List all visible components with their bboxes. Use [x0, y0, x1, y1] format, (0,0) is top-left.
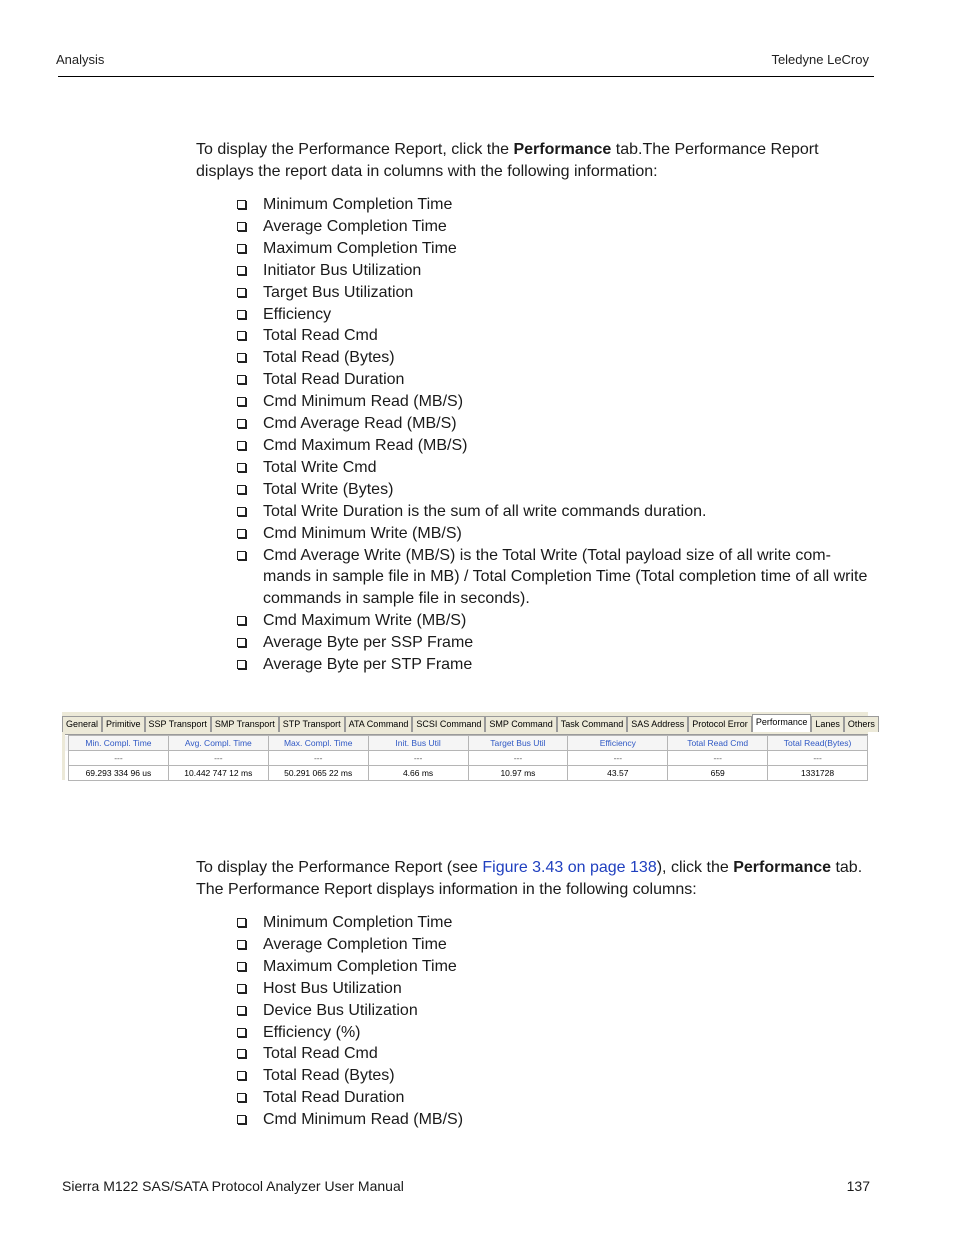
checkbox-bullet-icon: [237, 375, 246, 384]
checkbox-bullet-icon: [237, 485, 246, 494]
list-item-text: Efficiency (%): [263, 1023, 361, 1041]
checkbox-bullet-icon: [237, 507, 246, 516]
footer-page-number: 137: [846, 1178, 870, 1194]
list-item: [237, 1022, 877, 1044]
tab-task-command[interactable]: Task Command: [557, 716, 628, 732]
checkbox-bullet-icon: [237, 551, 246, 560]
list-item-text: Initiator Bus Utilization: [263, 261, 422, 279]
report-tab-strip: [62, 714, 879, 731]
list-item-text: Cmd Average Write (MB/S) is the Total Write (Total payload size of all write com-mands in sample file in MB) / Total Completion Time (Total completion time of all write commands in sample file in seconds).: [263, 546, 868, 608]
performance-grid: [65, 734, 868, 781]
list-item-text: Maximum Completion Time: [263, 957, 457, 975]
checkbox-bullet-icon: [237, 660, 246, 669]
tab-performance[interactable]: Performance: [752, 714, 812, 732]
list-item-text: Efficiency: [263, 305, 332, 323]
list-item-text: Cmd Minimum Read (MB/S): [263, 393, 464, 411]
checkbox-bullet-icon: [237, 288, 246, 297]
column-header[interactable]: Avg. Compl. Time: [168, 736, 268, 751]
list-item: [237, 912, 877, 934]
intro-paragraph: [196, 139, 876, 183]
checkbox-bullet-icon: [237, 984, 246, 993]
second-text-before: To display the Performance Report (see: [196, 859, 483, 876]
list-item: [237, 1043, 877, 1065]
checkbox-bullet-icon: [237, 638, 246, 647]
list-item: [237, 654, 877, 676]
performance-report-columns-list: [237, 912, 877, 1131]
checkbox-bullet-icon: [237, 310, 246, 319]
list-item-text: Target Bus Utilization: [263, 283, 414, 301]
list-item: [237, 325, 877, 347]
table-cell: 659: [668, 766, 768, 781]
intro-bold-performance: Performance: [513, 141, 612, 158]
list-item-text: Average Byte per SSP Frame: [263, 634, 474, 652]
list-item-text: Total Read (Bytes): [263, 349, 395, 367]
column-header[interactable]: Max. Compl. Time: [268, 736, 368, 751]
list-item-text: Maximum Completion Time: [263, 239, 457, 257]
list-item: [237, 501, 877, 523]
tab-ata-command[interactable]: ATA Command: [345, 716, 413, 732]
checkbox-bullet-icon: [237, 244, 246, 253]
list-item: [237, 304, 877, 326]
list-item: [237, 956, 877, 978]
running-header-company: Teledyne LeCroy: [771, 52, 869, 67]
column-header[interactable]: Total Read(Bytes): [768, 736, 868, 751]
checkbox-bullet-icon: [237, 397, 246, 406]
list-item: [237, 1065, 877, 1087]
list-item: [237, 194, 877, 216]
running-header-section: Analysis: [56, 52, 105, 67]
list-item: [237, 632, 877, 654]
tab-protocol-error[interactable]: Protocol Error: [688, 716, 752, 732]
table-cell: ---: [768, 751, 868, 766]
list-item-text: Total Write (Bytes): [263, 480, 394, 498]
checkbox-bullet-icon: [237, 616, 246, 625]
list-item-text: Total Write Cmd: [263, 458, 377, 476]
list-item-text: Cmd Maximum Read (MB/S): [263, 436, 468, 454]
list-item-text: Minimum Completion Time: [263, 196, 453, 213]
figure-reference-link[interactable]: Figure 3.43 on page 138: [482, 859, 657, 876]
tab-sas-address[interactable]: SAS Address: [627, 716, 688, 732]
table-cell: ---: [568, 751, 668, 766]
table-cell: 50.291 065 22 ms: [268, 766, 368, 781]
checkbox-bullet-icon: [237, 1115, 246, 1124]
list-item-text: Total Read (Bytes): [263, 1067, 395, 1085]
second-paragraph: [196, 857, 876, 901]
list-item: [237, 1109, 877, 1131]
list-item-text: Total Read Cmd: [263, 1045, 378, 1063]
checkbox-bullet-icon: [237, 222, 246, 231]
list-item: [237, 523, 877, 545]
checkbox-bullet-icon: [237, 1028, 246, 1037]
grid-dash-row: [65, 751, 868, 766]
intro-text-before: To display the Performance Report, click the: [196, 141, 514, 158]
checkbox-bullet-icon: [237, 529, 246, 538]
list-item: [237, 479, 877, 501]
list-item: [237, 1087, 877, 1109]
table-cell: 10.97 ms: [468, 766, 568, 781]
intro-text-after: tab.The Performance Report displays the report data in columns with the following information:: [196, 141, 819, 180]
list-item-text: Cmd Average Read (MB/S): [263, 415, 457, 433]
grid-header-row: [65, 736, 868, 751]
column-header[interactable]: Min. Compl. Time: [69, 736, 169, 751]
list-item-text: Cmd Minimum Write (MB/S): [263, 524, 462, 542]
checkbox-bullet-icon: [237, 1049, 246, 1058]
list-item: [237, 610, 877, 632]
table-cell: ---: [668, 751, 768, 766]
checkbox-bullet-icon: [237, 918, 246, 927]
list-item: [237, 413, 877, 435]
checkbox-bullet-icon: [237, 200, 246, 209]
list-item: [237, 978, 877, 1000]
second-text-after: tab. The Performance Report displays information in the following columns:: [196, 859, 863, 898]
list-item-text: Total Read Duration: [263, 371, 405, 389]
checkbox-bullet-icon: [237, 353, 246, 362]
table-cell: ---: [168, 751, 268, 766]
checkbox-bullet-icon: [237, 266, 246, 275]
table-cell: ---: [69, 751, 169, 766]
column-header[interactable]: Target Bus Util: [468, 736, 568, 751]
list-item: [237, 216, 877, 238]
checkbox-bullet-icon: [237, 962, 246, 971]
list-item: [237, 282, 877, 304]
list-item-text: Average Byte per STP Frame: [263, 656, 473, 674]
table-cell: 4.66 ms: [368, 766, 468, 781]
second-bold-performance: Performance: [733, 859, 832, 876]
checkbox-bullet-icon: [237, 1093, 246, 1102]
table-cell: 69.293 334 96 us: [69, 766, 169, 781]
list-item-text: Average Completion Time: [263, 935, 447, 953]
list-item-text: Total Read Duration: [263, 1089, 405, 1107]
checkbox-bullet-icon: [237, 940, 246, 949]
list-item: [237, 435, 877, 457]
table-cell: ---: [368, 751, 468, 766]
checkbox-bullet-icon: [237, 441, 246, 450]
list-item-text: Average Completion Time: [263, 217, 447, 235]
tab-smp-transport[interactable]: SMP Transport: [211, 716, 279, 732]
checkbox-bullet-icon: [237, 1071, 246, 1080]
column-header[interactable]: Efficiency: [568, 736, 668, 751]
list-item: [237, 238, 877, 260]
list-item: [237, 347, 877, 369]
column-header[interactable]: Total Read Cmd: [668, 736, 768, 751]
list-item-text: Total Write Duration is the sum of all write commands duration.: [263, 502, 707, 520]
table-cell: ---: [468, 751, 568, 766]
list-item: [237, 1000, 877, 1022]
list-item-text: Total Read Cmd: [263, 327, 378, 345]
list-item-text: Device Bus Utilization: [263, 1001, 418, 1019]
second-text-middle: ), click the: [656, 859, 734, 876]
list-item: [237, 457, 877, 479]
list-item: [237, 369, 877, 391]
list-item-text: Host Bus Utilization: [263, 979, 402, 997]
table-cell: ---: [268, 751, 368, 766]
tab-others[interactable]: Others: [844, 716, 879, 732]
table-cell: 43.57: [568, 766, 668, 781]
checkbox-bullet-icon: [237, 331, 246, 340]
tab-stp-transport[interactable]: STP Transport: [279, 716, 345, 732]
checkbox-bullet-icon: [237, 419, 246, 428]
grid-value-row: [65, 766, 868, 781]
list-item: [237, 260, 877, 282]
column-header[interactable]: Init. Bus Util: [368, 736, 468, 751]
footer-manual-title: Sierra M122 SAS/SATA Protocol Analyzer User Manual: [62, 1178, 404, 1194]
checkbox-bullet-icon: [237, 1006, 246, 1015]
header-rule: [58, 76, 874, 77]
table-cell: 10.442 747 12 ms: [168, 766, 268, 781]
tab-primitive[interactable]: Primitive: [102, 716, 145, 732]
tab-lanes[interactable]: Lanes: [811, 716, 844, 732]
list-item-text: Cmd Minimum Read (MB/S): [263, 1111, 464, 1129]
list-item: [237, 934, 877, 956]
list-item: [237, 545, 877, 611]
table-cell: 1331728: [768, 766, 868, 781]
tab-scsi-command[interactable]: SCSI Command: [412, 716, 485, 732]
list-item-text: Minimum Completion Time: [263, 914, 453, 931]
list-item-text: Cmd Maximum Write (MB/S): [263, 612, 467, 630]
tab-general[interactable]: General: [62, 716, 102, 732]
checkbox-bullet-icon: [237, 463, 246, 472]
tab-ssp-transport[interactable]: SSP Transport: [145, 716, 211, 732]
performance-columns-list: [237, 194, 877, 676]
list-item: [237, 391, 877, 413]
tab-smp-command[interactable]: SMP Command: [485, 716, 556, 732]
performance-report-screenshot: [62, 712, 875, 780]
